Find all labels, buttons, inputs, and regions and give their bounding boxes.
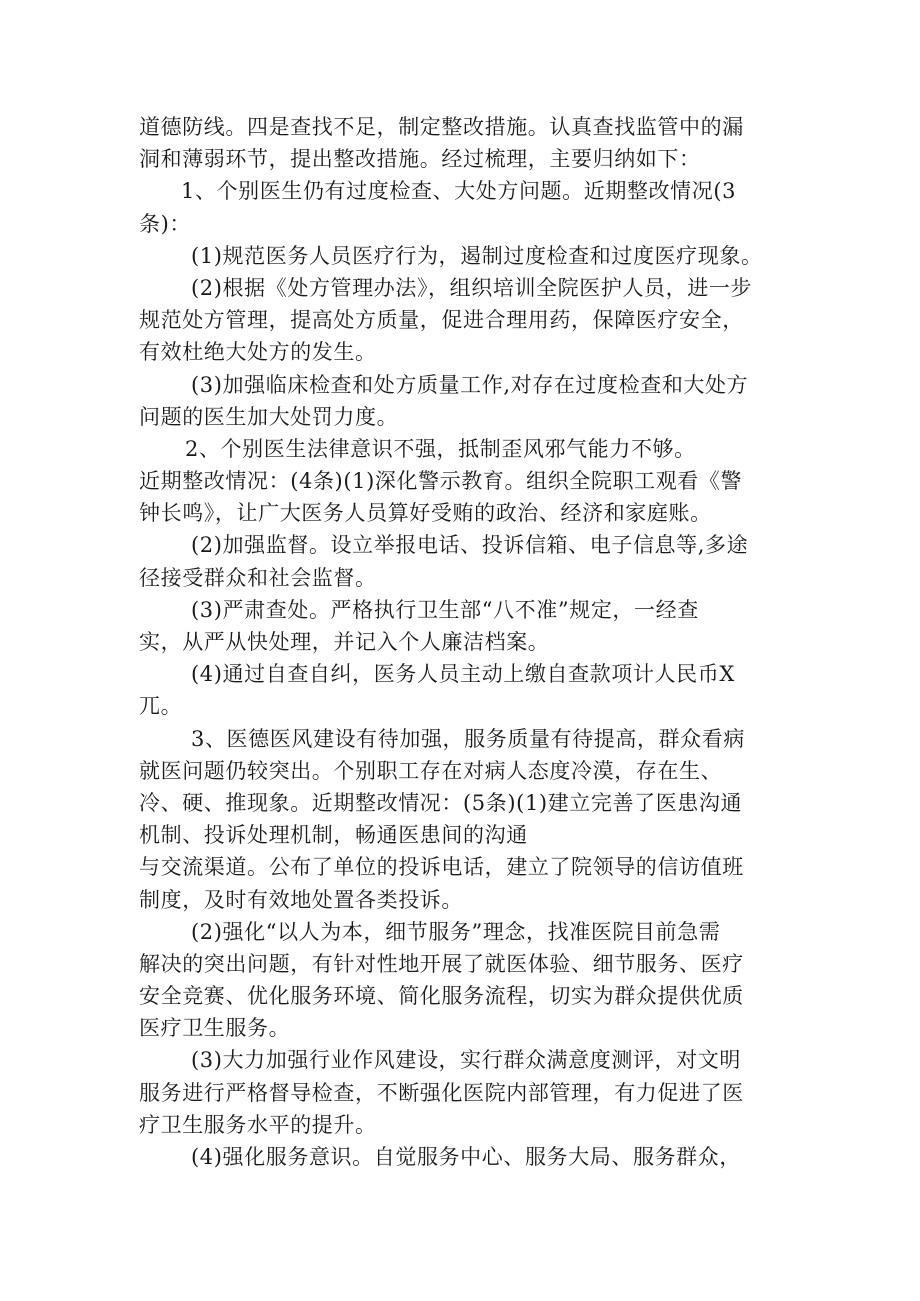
- text-line: 洞和薄弱环节，提出整改措施。经过梳理，主要归纳如下：: [139, 147, 701, 172]
- text-line: (2)加强监督。设立举报电话、投诉信箱、电子信息等,多途: [191, 533, 749, 558]
- text-line: 钟长鸣》，让广大医务人员算好受贿的政治、经济和家庭账。: [139, 501, 712, 526]
- text-line: 道德防线。四是查找不足，制定整改措施。认真查找监管中的漏: [139, 115, 744, 139]
- text-line: 1、个别医生仍有过度检查、大处方问题。近期整改情况(3: [181, 179, 737, 204]
- text-line: 服务进行严格督导检查，不断强化医院内部管理，有力促进了医: [139, 1080, 744, 1105]
- text-line: 近期整改情况：(4条)(1)深化警示教育。组织全院职工观看《警: [139, 469, 743, 494]
- text-line: 机制、投诉处理机制，畅通医患间的沟通: [139, 823, 528, 848]
- text-line: 3、医德医风建设有待加强，服务质量有待提高，群众看病: [191, 726, 745, 751]
- text-line: (2)强化“以人为本，细节服务”理念，找准医院目前急需: [191, 919, 721, 944]
- text-line: 制度，及时有效地处置各类投诉。: [139, 887, 463, 912]
- text-line: 医疗卫生服务。: [139, 1016, 291, 1041]
- text-line: (1)规范医务人员医疗行为，遏制过度检查和过度医疗现象。: [191, 243, 763, 268]
- text-line: 问题的医生加大处罚力度。: [139, 404, 399, 429]
- document-body: [139, 111, 819, 1173]
- text-line: 与交流渠道。公布了单位的投诉电话，建立了院领导的信访值班: [139, 855, 744, 880]
- text-line: (3)大力加强行业作风建设，实行群众满意度测评，对文明: [191, 1048, 741, 1073]
- text-line: (3)加强临床检查和处方质量工作,对存在过度检查和大处方: [191, 372, 749, 397]
- text-line: 径接受群众和社会监督。: [139, 565, 377, 590]
- text-line: 兀。: [139, 694, 183, 719]
- text-line: 冷、硬、推现象。近期整改情况：(5条)(1)建立完善了医患沟通: [139, 790, 743, 815]
- text-line: 规范处方管理，提高处方质量，促进合理用药，保障医疗安全，: [139, 308, 744, 333]
- text-line: 实，从严从快处理，并记入个人廉洁档案。: [139, 630, 550, 654]
- text-line: 2、个别医生法律意识不强，抵制歪风邪气能力不够。: [185, 436, 696, 461]
- text-line: 有效杜绝大处方的发生。: [139, 340, 377, 365]
- text-line: (4)强化服务意识。自觉服务中心、服务大局、服务群众，: [191, 1145, 741, 1169]
- text-line: (4)通过自查自纠，医务人员主动上缴自查款项计人民币X: [191, 662, 735, 687]
- text-line: 解决的突出问题，有针对性地开展了就医体验、细节服务、医疗: [139, 951, 744, 976]
- text-line: 疗卫生服务水平的提升。: [139, 1112, 377, 1137]
- text-line: (2)根据《处方管理办法》，组织培训全院医护人员，进一步: [191, 275, 753, 300]
- text-line: 就医问题仍较突出。个别职工存在对病人态度冷漠，存在生、: [139, 758, 723, 783]
- text-line: (3)严肃查处。严格执行卫生部“八不准”规定，一经查: [191, 597, 699, 622]
- text-line: 安全竞赛、优化服务环境、简化服务流程，切实为群众提供优质: [139, 984, 744, 1009]
- text-line: 条)：: [139, 211, 191, 236]
